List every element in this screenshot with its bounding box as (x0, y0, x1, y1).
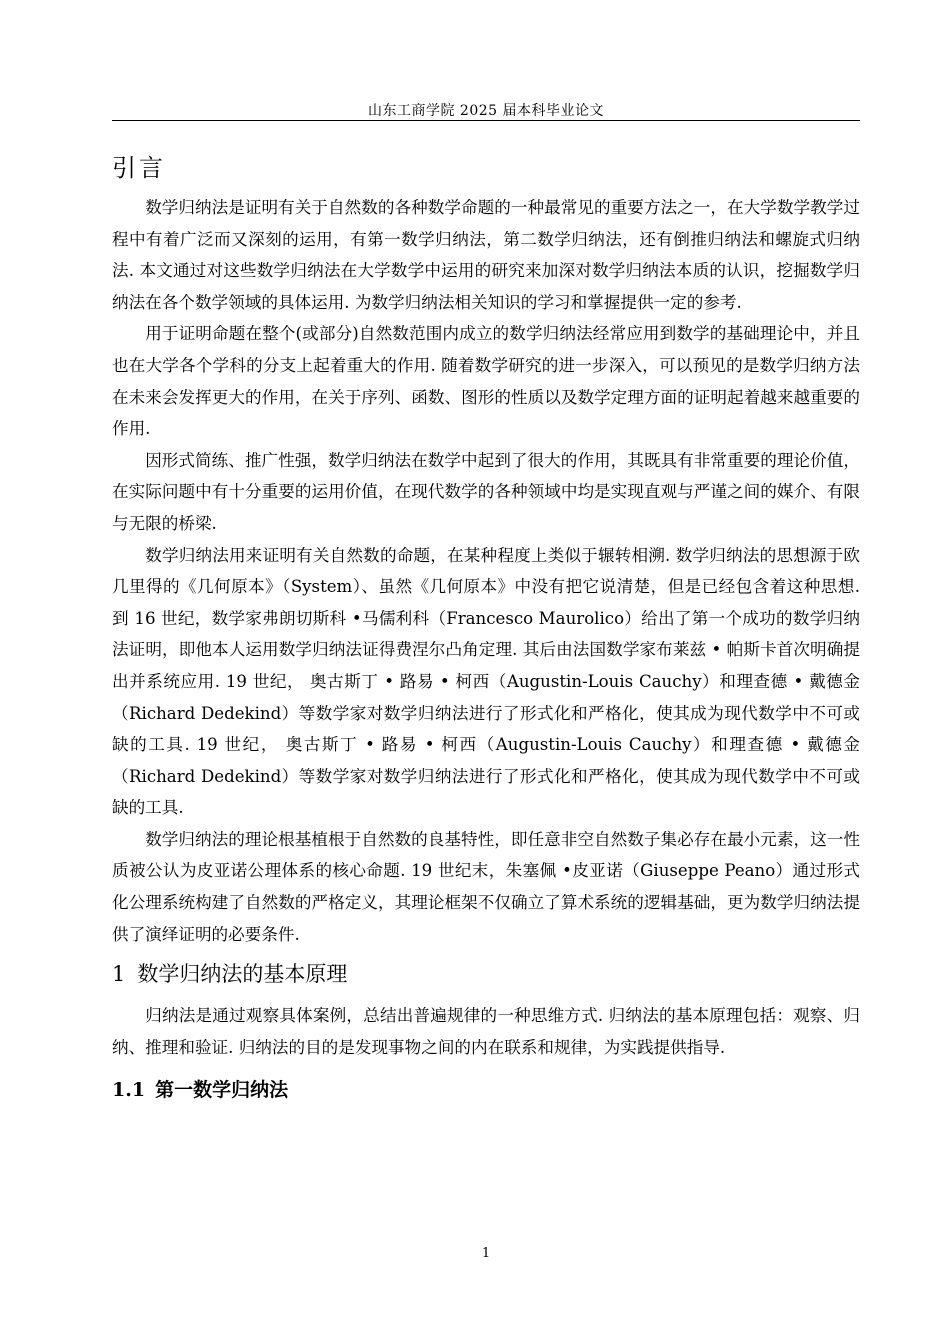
intro-paragraph-4: 数学归纳法用来证明有关自然数的命题，在某种程度上类似于辗转相溯. 数学归纳法的思想源于欧几里得的《几何原本》（System）、虽然《几何原本》中没有把它说清楚，但是已经包含着这种思想. 到 16 世纪，数学家弗朗切斯科 •马儒利科（Francesco Maurolico）给出了第一个成功的数学归纳法证明，即他本人运用数学归纳法证得费涅尔凸角定理. 其后由法国数学家布莱兹 • 帕斯卡首次明确提出并系统应用. 19 世纪， 奥古斯丁 • 路易 • 柯西（Augustin-Louis Cauchy）和理查德 • 戴德金（Richard Dedekind）等数学家对数学归纳法进行了形式化和严格化，使其成为现代数学中不可或缺的工具. 19 世纪， 奥古斯丁 • 路易 • 柯西（Augustin-Louis Cauchy）和理查德 • 戴德金（Richard Dedekind）等数学家对数学归纳法进行了形式化和严格化，使其成为现代数学中不可或缺的工具. (112, 545, 860, 818)
header-rule (112, 120, 860, 121)
intro-paragraph-1: 数学归纳法是证明有关于自然数的各种数学命题的一种最常见的重要方法之一，在大学数学教学过程中有着广泛而又深刻的运用，有第一数学归纳法，第二数学归纳法，还有倒推归纳法和螺旋式归纳法. 本文通过对这些数学归纳法在大学数学中运用的研究来加深对数学归纳法本质的认识，挖掘数学归纳法在各个数学领域的具体运用. 为数学归纳法相关知识的学习和掌握提供一定的参考. (112, 198, 860, 312)
intro-paragraph-3: 因形式简练、推广性强，数学归纳法在数学中起到了很大的作用，其既具有非常重要的理论价值，在实际问题中有十分重要的运用价值，在现代数学的各种领域中均是实现直观与严谨之间的媒介、有限与无限的桥梁. (112, 450, 860, 533)
page-header (112, 103, 860, 119)
page-number: 1 (481, 1246, 491, 1261)
section-1-title: 数学归纳法的基本原理 (137, 962, 348, 987)
section-1-heading (112, 958, 860, 990)
intro-paragraph-2: 用于证明命题在整个(或部分)自然数范围内成立的数学归纳法经常应用到数学的基础理论中，并且也在大学各个学科的分支上起着重大的作用. 随着数学研究的进一步深入，可以预见的是数学归纳方法在未来会发挥更大的作用，在关于序列、函数、图形的性质以及数学定理方面的证明起着越来越重要的作用. (112, 324, 860, 439)
section-1-number: 1 (112, 962, 126, 987)
section-1-1-number: 1.1 (112, 1079, 146, 1102)
section-1-paragraph: 归纳法是通过观察具体案例，总结出普遍规律的一种思维方式. 归纳法的基本原理包括：观察、归纳、推理和验证. 归纳法的目的是发现事物之间的内在联系和规律，为实践提供指导. (112, 1006, 860, 1057)
header-title: 山东工商学院 2025 届本科毕业论文 (367, 103, 605, 119)
section-1-1-title: 第一数学归纳法 (155, 1079, 289, 1102)
section-1-1-heading (112, 1075, 860, 1105)
intro-title: 引言 (112, 154, 166, 182)
document-body (112, 150, 860, 1105)
intro-paragraph-5: 数学归纳法的理论根基植根于自然数的良基特性，即任意非空自然数子集必存在最小元素，这一性质被公认为皮亚诺公理体系的核心命题. 19 世纪末，朱塞佩 •皮亚诺（Giuseppe Peano）通过形式化公理系统构建了自然数的严格定义，其理论框架不仅确立了算术系统的逻辑基础，更为数学归纳法提供了演绎证明的必要条件. (112, 829, 860, 944)
